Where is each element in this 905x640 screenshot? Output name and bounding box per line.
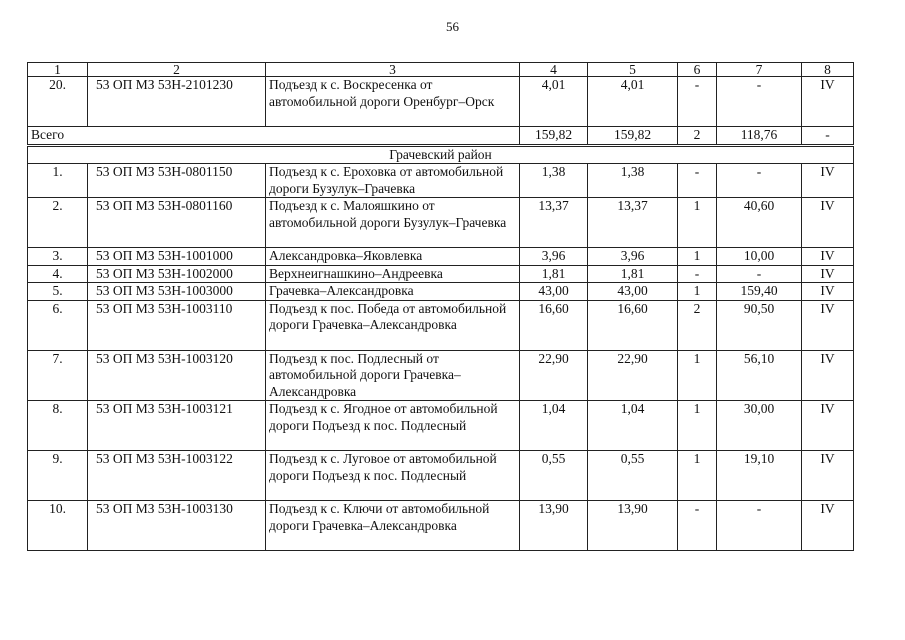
cell-col7: - (717, 501, 802, 551)
cell-col6: 2 (678, 300, 717, 350)
column-number-row (28, 63, 854, 77)
cell-col7: 19,10 (717, 451, 802, 501)
column-header: 4 (520, 63, 588, 77)
cell-col8: IV (802, 77, 854, 127)
cell-col5: 1,81 (588, 265, 678, 283)
cell-col6: 1 (678, 350, 717, 401)
page-number: 56 (446, 19, 459, 34)
cell-col8: IV (802, 300, 854, 350)
district-title: Грачевский район (28, 145, 854, 164)
road-name: Подъезд к с. Воскресенка от автомобильной дороги Оренбург–Орск (266, 77, 520, 127)
cell-col7: 10,00 (717, 248, 802, 266)
cell-col6: 1 (678, 451, 717, 501)
table-row (28, 350, 854, 401)
cell-col6: 1 (678, 283, 717, 301)
row-number: 4. (28, 265, 88, 283)
total-col8: - (802, 127, 854, 146)
road-code: 53 ОП МЗ 53Н-2101230 (88, 77, 266, 127)
row-number: 2. (28, 198, 88, 248)
row-number: 9. (28, 451, 88, 501)
road-code: 53 ОП МЗ 53Н-1003122 (88, 451, 266, 501)
roads-table (27, 62, 854, 551)
row-number: 8. (28, 401, 88, 451)
cell-col7: 40,60 (717, 198, 802, 248)
total-col7: 118,76 (717, 127, 802, 146)
table-row (28, 401, 854, 451)
total-row (28, 127, 854, 146)
cell-col6: - (678, 77, 717, 127)
table-row (28, 248, 854, 266)
cell-col8: IV (802, 283, 854, 301)
cell-col4: 13,37 (520, 198, 588, 248)
row-number: 10. (28, 501, 88, 551)
road-name: Подъезд к пос. Победа от автомобильной дороги Грачевка–Александровка (266, 300, 520, 350)
table-row (28, 283, 854, 301)
cell-col4: 43,00 (520, 283, 588, 301)
cell-col8: IV (802, 501, 854, 551)
cell-col8: IV (802, 248, 854, 266)
cell-col8: IV (802, 198, 854, 248)
cell-col4: 13,90 (520, 501, 588, 551)
road-code: 53 ОП МЗ 53Н-0801160 (88, 198, 266, 248)
cell-col5: 3,96 (588, 248, 678, 266)
row-number: 5. (28, 283, 88, 301)
total-col6: 2 (678, 127, 717, 146)
road-code: 53 ОП МЗ 53Н-1001000 (88, 248, 266, 266)
cell-col8: IV (802, 164, 854, 198)
total-col5: 159,82 (588, 127, 678, 146)
cell-col5: 0,55 (588, 451, 678, 501)
cell-col5: 43,00 (588, 283, 678, 301)
cell-col7: 90,50 (717, 300, 802, 350)
row-number: 7. (28, 350, 88, 401)
cell-col4: 16,60 (520, 300, 588, 350)
total-label: Всего (28, 127, 520, 146)
cell-col8: IV (802, 265, 854, 283)
road-name: Верхнеигнашкино–Андреевка (266, 265, 520, 283)
table-row (28, 164, 854, 198)
table-body (28, 63, 854, 551)
cell-col5: 1,04 (588, 401, 678, 451)
road-name: Грачевка–Александровка (266, 283, 520, 301)
cell-col7: - (717, 164, 802, 198)
cell-col4: 1,38 (520, 164, 588, 198)
cell-col7: 56,10 (717, 350, 802, 401)
cell-col4: 4,01 (520, 77, 588, 127)
road-code: 53 ОП МЗ 53Н-1003130 (88, 501, 266, 551)
road-code: 53 ОП МЗ 53Н-1003121 (88, 401, 266, 451)
cell-col4: 3,96 (520, 248, 588, 266)
road-name: Подъезд к с. Ключи от автомобильной дороги Грачевка–Александровка (266, 501, 520, 551)
cell-col6: 1 (678, 248, 717, 266)
road-code: 53 ОП МЗ 53Н-0801150 (88, 164, 266, 198)
road-name: Александровка–Яковлевка (266, 248, 520, 266)
road-name: Подъезд к пос. Подлесный от автомобильной дороги Грачевка–Александровка (266, 350, 520, 401)
column-header: 7 (717, 63, 802, 77)
total-col4: 159,82 (520, 127, 588, 146)
road-name: Подъезд к с. Ероховка от автомобильной дороги Бузулук–Грачевка (266, 164, 520, 198)
cell-col7: - (717, 77, 802, 127)
cell-col5: 13,90 (588, 501, 678, 551)
column-header: 8 (802, 63, 854, 77)
table-row (28, 265, 854, 283)
cell-col6: 1 (678, 401, 717, 451)
cell-col4: 0,55 (520, 451, 588, 501)
road-code: 53 ОП МЗ 53Н-1003000 (88, 283, 266, 301)
table-row (28, 198, 854, 248)
table-row (28, 300, 854, 350)
road-code: 53 ОП МЗ 53Н-1002000 (88, 265, 266, 283)
column-header: 3 (266, 63, 520, 77)
road-name: Подъезд к с. Малояшкино от автомобильной дороги Бузулук–Грачевка (266, 198, 520, 248)
cell-col6: - (678, 265, 717, 283)
cell-col5: 4,01 (588, 77, 678, 127)
column-header: 5 (588, 63, 678, 77)
cell-col6: - (678, 164, 717, 198)
cell-col5: 13,37 (588, 198, 678, 248)
table-row (28, 451, 854, 501)
table-row (28, 501, 854, 551)
cell-col5: 1,38 (588, 164, 678, 198)
road-name: Подъезд к с. Луговое от автомобильной дороги Подъезд к пос. Подлесный (266, 451, 520, 501)
row-number: 6. (28, 300, 88, 350)
cell-col5: 16,60 (588, 300, 678, 350)
road-code: 53 ОП МЗ 53Н-1003120 (88, 350, 266, 401)
cell-col7: 30,00 (717, 401, 802, 451)
cell-col4: 22,90 (520, 350, 588, 401)
row-number: 1. (28, 164, 88, 198)
cell-col6: - (678, 501, 717, 551)
cell-col6: 1 (678, 198, 717, 248)
cell-col4: 1,04 (520, 401, 588, 451)
column-header: 1 (28, 63, 88, 77)
district-row (28, 145, 854, 164)
cell-col8: IV (802, 451, 854, 501)
cell-col8: IV (802, 401, 854, 451)
cell-col5: 22,90 (588, 350, 678, 401)
column-header: 2 (88, 63, 266, 77)
column-header: 6 (678, 63, 717, 77)
row-number: 20. (28, 77, 88, 127)
road-name: Подъезд к с. Ягодное от автомобильной дороги Подъезд к пос. Подлесный (266, 401, 520, 451)
cell-col7: 159,40 (717, 283, 802, 301)
cell-col8: IV (802, 350, 854, 401)
cell-col7: - (717, 265, 802, 283)
cell-col4: 1,81 (520, 265, 588, 283)
row-number: 3. (28, 248, 88, 266)
table-row (28, 77, 854, 127)
road-code: 53 ОП МЗ 53Н-1003110 (88, 300, 266, 350)
